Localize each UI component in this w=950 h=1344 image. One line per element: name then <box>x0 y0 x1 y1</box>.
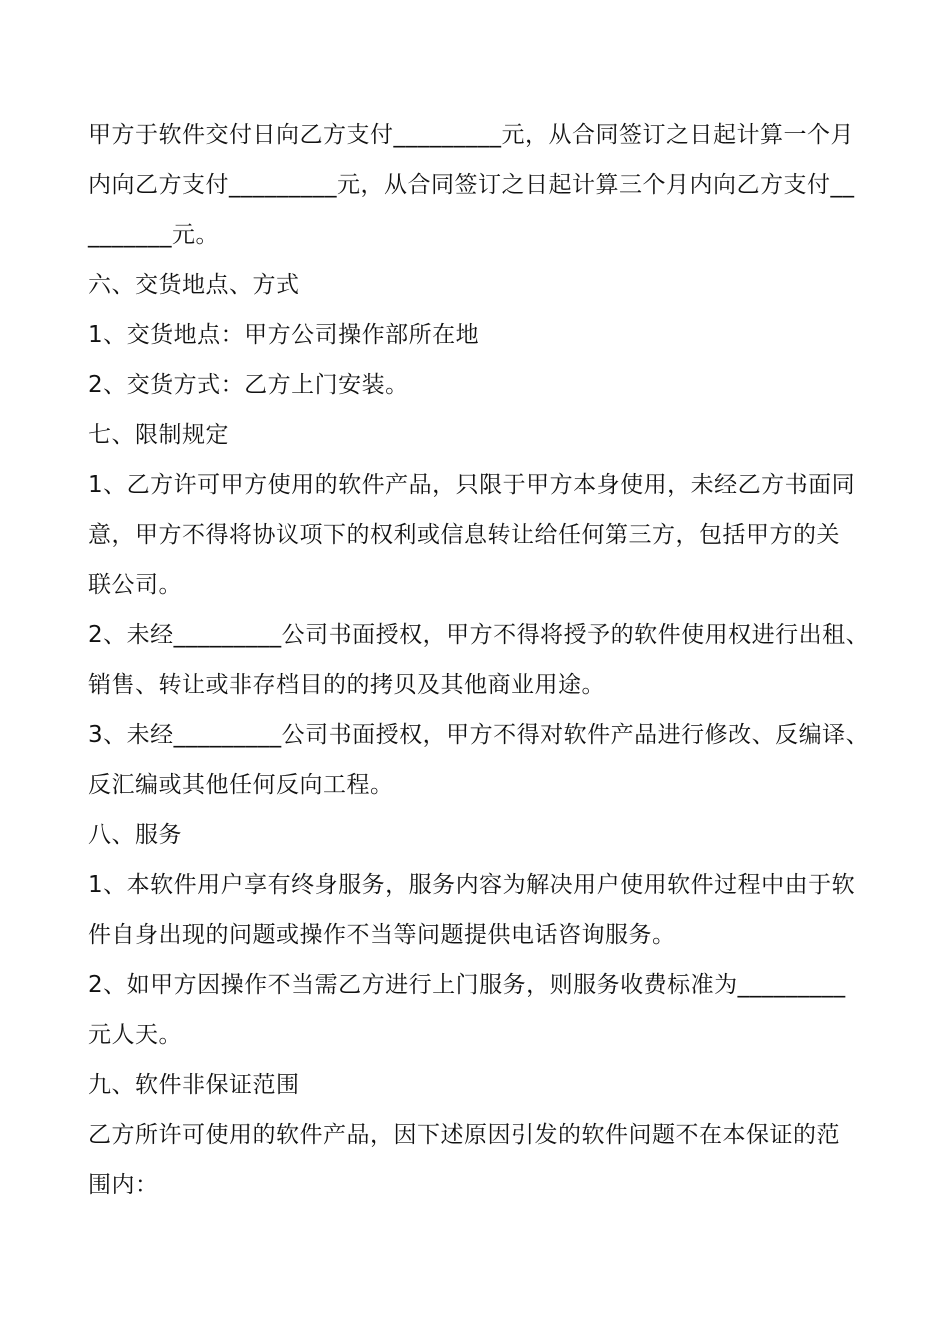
text-line-18: 2、如甲方因操作不当需乙方进行上门服务，则服务收费标准为_________ <box>88 972 846 998</box>
text-line-11: 2、未经_________公司书面授权，甲方不得将授予的软件使用权进行出租、 <box>88 622 870 648</box>
text-line-16: 1、本软件用户享有终身服务，服务内容为解决用户使用软件过程中由于软 <box>88 872 856 898</box>
text-line-2: 内向乙方支付_________元，从合同签订之日起计算三个月内向乙方支付__ <box>88 172 855 198</box>
text-line-6: 2、交货方式：乙方上门安装。 <box>88 372 409 398</box>
text-line-1: 甲方于软件交付日向乙方支付_________元，从合同签订之日起计算一个月 <box>88 122 854 148</box>
text-line-21: 乙方所许可使用的软件产品，因下述原因引发的软件问题不在本保证的范 <box>88 1122 840 1148</box>
text-line-3: _______元。 <box>88 222 219 248</box>
section-heading-nine: 九、软件非保证范围 <box>88 1072 300 1098</box>
text-line-12: 销售、转让或非存档目的的拷贝及其他商业用途。 <box>88 672 605 698</box>
text-line-5: 1、交货地点：甲方公司操作部所在地 <box>88 322 480 348</box>
text-line-14: 反汇编或其他任何反向工程。 <box>88 772 394 798</box>
text-line-9: 意，甲方不得将协议项下的权利或信息转让给任何第三方，包括甲方的关 <box>88 522 840 548</box>
document-body <box>88 110 878 1210</box>
text-line-10: 联公司。 <box>88 572 182 598</box>
text-line-13: 3、未经_________公司书面授权，甲方不得对软件产品进行修改、反编译、 <box>88 722 870 748</box>
text-line-8: 1、乙方许可甲方使用的软件产品，只限于甲方本身使用，未经乙方书面同 <box>88 472 856 498</box>
section-heading-six: 六、交货地点、方式 <box>88 272 300 298</box>
text-line-19: 元人天。 <box>88 1022 182 1048</box>
section-heading-eight: 八、服务 <box>88 822 182 848</box>
text-line-17: 件自身出现的问题或操作不当等问题提供电话咨询服务。 <box>88 922 676 948</box>
text-line-22: 围内： <box>88 1172 159 1198</box>
section-heading-seven: 七、限制规定 <box>88 422 229 448</box>
